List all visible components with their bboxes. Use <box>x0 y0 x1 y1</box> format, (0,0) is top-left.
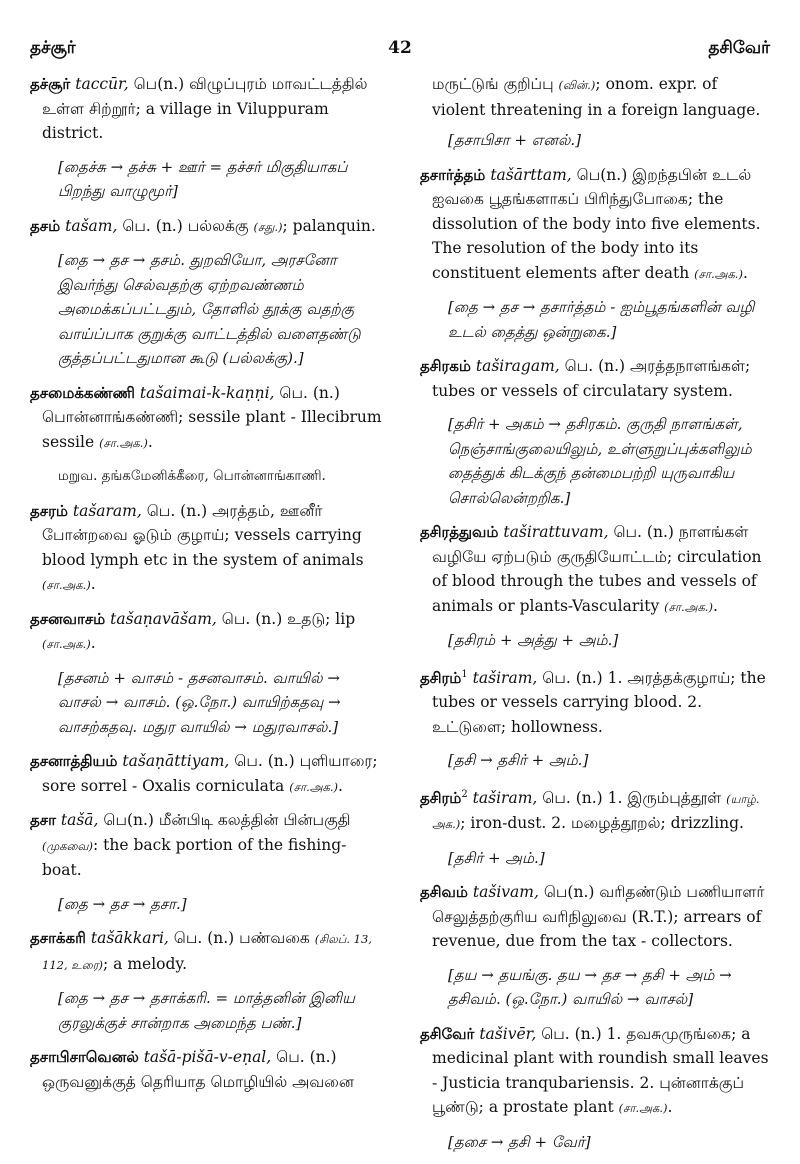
definition: பெ(n.) இறந்தபின் உடல் ஐவகை பூதங்களாகப் பிரிந்துபோகை; the dissolution of the body into five elements. The resolution of the body into its constituent elements after death <box>432 165 761 282</box>
headword: தசிரம் <box>420 788 462 807</box>
source-reference: (யாழ். அக.) <box>432 791 760 832</box>
definition-tail: . <box>338 776 343 795</box>
headword: தசார்த்தம் <box>420 165 486 184</box>
definition: பெ. (n.) 1. இரும்புத்தூள் <box>537 788 722 807</box>
headword: தசனவாசம் <box>30 609 106 628</box>
etymology: [தசாபிசா + எனல்.] <box>448 131 582 149</box>
etymology: [தசிரம் + அத்து + அம்.] <box>448 631 619 649</box>
dictionary-entry <box>420 880 770 954</box>
dictionary-entry <box>420 520 770 619</box>
transliteration: taširam, <box>472 788 538 807</box>
headword: தசா <box>30 811 56 829</box>
header-right-guideword: தசிவேர் <box>708 38 770 58</box>
homonym-number: 1 <box>461 668 468 680</box>
headword: தசனாத்தியம் <box>30 752 118 770</box>
source-reference: (சா.அக.) <box>694 266 743 281</box>
dictionary-entry <box>30 1045 385 1094</box>
page-header <box>30 38 770 66</box>
etymology: [தசிர் + அகம் → தசிரகம். குருதி நாளங்கள், நெஞ்சாங்குலையிலும், உள்ளுறுப்புக்களிலும் தைத்துக் கிடக்குந் தன்மைபற்றி யுருவாகிய சொல்லென்றறிக.] <box>448 415 752 507</box>
headword: தசிவேர் <box>420 1024 475 1043</box>
headword: தச்சூர் <box>30 75 71 93</box>
dictionary-entry <box>420 1022 770 1121</box>
transliteration: tašaṇavāšam, <box>110 609 217 628</box>
dictionary-entry <box>30 381 385 456</box>
transliteration: taširam, <box>472 668 538 687</box>
transliteration: tašārttam, <box>490 165 572 184</box>
definition: பெ. (n.) பல்லக்கு <box>117 216 249 235</box>
dictionary-entry <box>420 163 770 287</box>
definition-tail: ; a melody. <box>103 954 188 973</box>
etymology: [தைச்சு → தச்சு + ஊர் = தச்சர் மிகுதியாகப் பிறந்து வாழுமூர்] <box>58 157 348 200</box>
definition-tail: ; palanquin. <box>282 216 376 235</box>
etymology: [தை → தச → தசா.] <box>58 894 187 913</box>
source-reference: (சிலப். 13, 112, உரை) <box>42 932 372 972</box>
etymology: [தசை → தசி + வேர்] <box>448 1132 591 1151</box>
transliteration: tašā, <box>60 811 99 829</box>
dictionary-entry <box>420 783 770 837</box>
source-reference: (வின்.) <box>558 78 596 92</box>
synonym-note: மறுவ. தங்கமேனிக்கீரை, பொன்னாங்காணி. <box>58 468 326 484</box>
transliteration: tašam, <box>65 216 118 235</box>
definition: பெ. (n.) நாளங்கள் வழியே ஏற்படும் குருதியோட்டம்; circulation of blood through the tubes and vessels of animals or plants-Vascularity <box>432 523 762 615</box>
headword: தசாக்கரி <box>30 929 86 947</box>
transliteration: taširattuvam, <box>503 523 609 541</box>
etymology: [தசனம் + வாசம் - தசனவாசம். வாயில் → வாசல் → வாசம். (ஒ.நோ.) வாயிற்கதவு → வாசற்கதவு. மதுர வாயில் → மதுரவாசல்.] <box>58 668 341 736</box>
dictionary-entry <box>420 354 770 403</box>
headword: தசரம் <box>30 501 68 520</box>
entry-continuation <box>432 72 770 122</box>
transliteration: tašaṇāttiyam, <box>122 752 230 770</box>
dictionary-entry <box>30 607 385 657</box>
etymology: [தசி → தசிர் + அம்.] <box>448 751 589 770</box>
etymology: [தை → தச → தசார்த்தம் - ஐம்பூதங்களின் வழி உடல் தைத்து ஒன்றுகை.] <box>448 298 755 341</box>
left-column <box>30 72 385 1103</box>
transliteration: taccūr, <box>75 75 129 93</box>
transliteration: tašaimai-k-kaṇṇi, <box>139 383 275 402</box>
definition: பெ. (n.) உதடு; lip <box>216 609 356 628</box>
etymology: [தசிர் + அம்.] <box>448 848 545 867</box>
definition-tail: ; onom. expr. of violent threatening in a foreign language. <box>432 75 761 119</box>
header-left-guideword: தச்சூர் <box>30 38 76 58</box>
dictionary-entry <box>30 499 385 598</box>
transliteration: tašā-pišā-v-eṇal, <box>143 1048 272 1066</box>
headword: தசிவம் <box>420 883 468 902</box>
etymology: [தய → தயங்கு. தய → தச → தசி + அம் → தசிவம். (ஒ.நோ.) வாயில் → வாசல்] <box>448 965 732 1009</box>
dictionary-entry <box>30 72 385 146</box>
headword: தசம் <box>30 216 61 235</box>
dictionary-entry <box>30 749 385 799</box>
continuation-text: மருட்டுங் குறிப்பு <box>432 75 554 93</box>
definition-tail: . <box>742 263 748 282</box>
transliteration: taširagam, <box>475 357 560 375</box>
source-reference: (சா.அக.) <box>664 599 713 614</box>
definition-tail: . <box>147 432 153 451</box>
source-reference: (சது.) <box>253 219 283 234</box>
definition-tail: : the back portion of the fishing- boat. <box>42 835 347 879</box>
etymology: [தை → தச → தசம். துறவியோ, அரசனோ இவர்ந்து செல்வதற்கு ஏற்றவண்ணம் அமைக்கப்பட்டதும், தோளில் தூக்கு வதற்கு வாய்ப்பாக குறுக்கு வாட்டத்தில் வளைதண்டு குத்தப்பட்டதுமான கூடு (பல்லக்கு).] <box>58 251 361 367</box>
definition: பெ. (n.) 1. தவசுமுருங்கை; a medicinal plant with roundish small leaves - Justicia tranqubariensis. 2. புன்னாக்குப் பூண்டு; a prostate plant <box>432 1024 769 1117</box>
headword: தசாபிசாவெனல் <box>30 1048 139 1066</box>
transliteration: tašākkari, <box>90 929 169 947</box>
transliteration: tašivēr, <box>479 1024 537 1043</box>
definition: பெ. (n.) ஒருவனுக்குத் தெரியாத மொழியில் அவனை <box>42 1048 354 1091</box>
dictionary-entry <box>420 663 770 740</box>
definition: பெ(n.) வரிதண்டும் பணியாளர் செலுத்தற்குரிய வரிநிலுவை (R.T.); arrears of revenue, due from the tax - collectors. <box>432 883 765 951</box>
definition-tail: . <box>712 596 718 615</box>
definition: பெ. (n.) அரத்தம், ஊனீர் போன்றவை ஓடும் குழாய்; vessels carrying blood lymph etc in the system of animals <box>42 501 364 569</box>
definition-tail: . <box>90 575 96 593</box>
source-reference: (சா.அக.) <box>99 435 148 450</box>
right-column <box>420 72 770 1164</box>
definition-tail: . <box>90 634 96 652</box>
definition: பெ. (n.) புளியாரை; sore sorrel - Oxalis corniculata <box>42 752 378 795</box>
dictionary-entry <box>30 808 385 883</box>
definition: பெ(n.) விழுப்புரம் மாவட்டத்தில் உள்ள சிற்றூர்; a village in Viluppuram district. <box>42 75 368 142</box>
headword: தசிரத்துவம் <box>420 523 499 541</box>
source-reference: (சா.அக.) <box>42 578 91 592</box>
source-reference: (முகவை) <box>42 838 93 853</box>
transliteration: tašaram, <box>72 501 142 520</box>
page-number: 42 <box>388 38 412 58</box>
definition-tail: ; iron-dust. 2. மழைத்தூறல்; drizzling. <box>460 814 744 833</box>
definition: பெ. (n.) அரத்தநாளங்கள்; tubes or vessels of circulatary system. <box>432 357 751 400</box>
definition-tail: . <box>667 1098 673 1117</box>
definition: பெ(n.) மீன்பிடி கலத்தின் பின்பகுதி <box>98 811 351 829</box>
dictionary-entry <box>30 214 385 240</box>
dictionary-entry <box>30 926 385 977</box>
definition: பெ. (n.) பண்வகை <box>168 929 310 947</box>
definition: பெ. (n.) 1. அரத்தக்குழாய்; the tubes or vessels carrying blood. 2. உட்டுளை; hollowness. <box>432 668 766 736</box>
headword: தசமைக்கண்ணி <box>30 383 135 402</box>
headword: தசிரம் <box>420 668 462 687</box>
etymology: [தை → தச → தசாக்கரி. = மாத்தனின் இனிய குரலுக்குச் சான்றாக அமைந்த பண்.] <box>58 989 355 1032</box>
definition: பெ. (n.) பொன்னாங்கண்ணி; sessile plant - Illecibrum sessile <box>42 383 382 451</box>
source-reference: (சா.அக.) <box>42 637 91 651</box>
transliteration: tašivam, <box>472 883 539 902</box>
headword: தசிரகம் <box>420 357 471 375</box>
source-reference: (சா.அக.) <box>618 1101 668 1116</box>
homonym-number: 2 <box>461 788 468 800</box>
source-reference: (சா.அக.) <box>289 779 339 794</box>
